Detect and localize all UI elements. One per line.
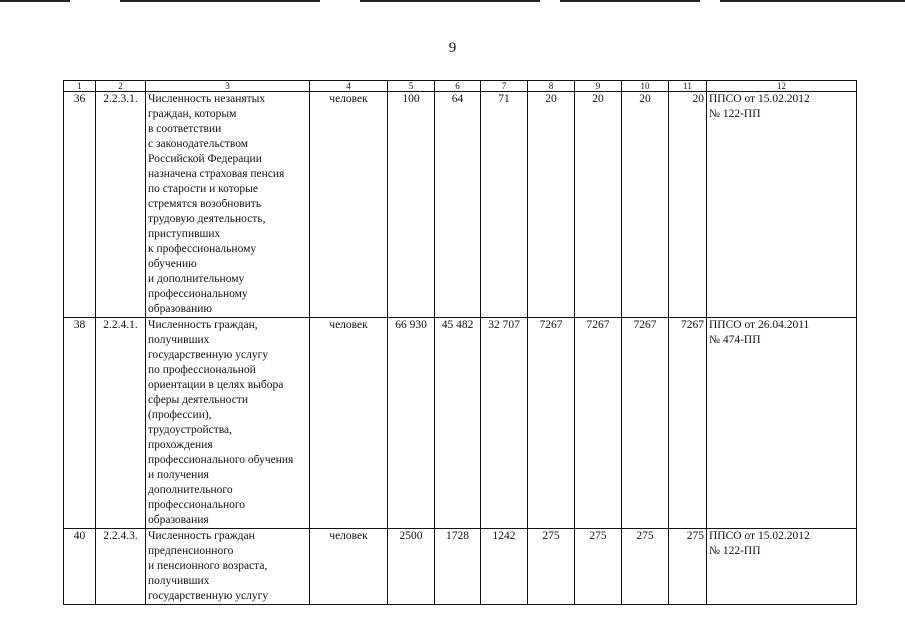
- scan-edge-line: [720, 0, 905, 2]
- description-line: по старости и которые: [148, 183, 258, 195]
- description-line: прохождения: [148, 439, 213, 451]
- column-number-row: [64, 81, 857, 92]
- value-cell: 64: [435, 92, 481, 318]
- scan-edge-line: [560, 0, 700, 2]
- description-line: приступивших: [148, 228, 221, 240]
- description-line: и получения: [148, 469, 209, 481]
- value-cell: 20: [622, 92, 669, 318]
- value-cell: 45 482: [435, 318, 481, 529]
- indicator-table: [63, 80, 857, 605]
- description-line: предпенсионного: [148, 545, 234, 557]
- indicator-description-cell: [146, 318, 310, 529]
- indicator-code-cell: 2.2.4.3.: [96, 529, 146, 605]
- column-number: 12: [707, 81, 857, 92]
- scan-edge-line: [120, 0, 320, 2]
- column-number: 11: [669, 81, 707, 92]
- column-number: 7: [481, 81, 528, 92]
- value-cell: 20: [528, 92, 575, 318]
- description-line: образования: [148, 514, 209, 526]
- value-cell: 2500: [388, 529, 435, 605]
- value-cell: 66 930: [388, 318, 435, 529]
- value-cell: 7267: [575, 318, 622, 529]
- column-number: 8: [528, 81, 575, 92]
- column-number: 6: [435, 81, 481, 92]
- scan-edge-line: [0, 0, 70, 2]
- page-number: 9: [448, 40, 457, 56]
- indicator-code-cell: 2.2.3.1.: [96, 92, 146, 318]
- table-row: [64, 529, 857, 605]
- description-line: дополнительного: [148, 484, 233, 496]
- description-line: ориентации в целях выбора: [148, 379, 284, 391]
- description-line: по профессиональной: [148, 364, 256, 376]
- value-cell: 20: [669, 92, 707, 318]
- scan-edge-line: [360, 0, 540, 2]
- description-line: профессионального: [148, 499, 246, 511]
- value-cell: 275: [669, 529, 707, 605]
- column-number: 2: [96, 81, 146, 92]
- column-number: 4: [310, 81, 388, 92]
- description-line: в соответствии: [148, 123, 222, 135]
- description-line: трудовую деятельность,: [148, 213, 266, 225]
- description-line: сферы деятельности: [148, 394, 248, 406]
- description-line: Численность граждан: [148, 530, 255, 542]
- value-cell: 1728: [435, 529, 481, 605]
- row-number-cell: 36: [64, 92, 96, 318]
- value-cell: 275: [528, 529, 575, 605]
- description-line: назначена страховая пенсия: [148, 168, 285, 180]
- unit-cell: человек: [310, 92, 388, 318]
- description-line: получивших: [148, 575, 210, 587]
- column-number: 9: [575, 81, 622, 92]
- description-line: с законодательством: [148, 138, 249, 150]
- description-line: профессионального обучения: [148, 454, 294, 466]
- table-row: [64, 92, 857, 318]
- column-number: 3: [146, 81, 310, 92]
- value-cell: 7267: [669, 318, 707, 529]
- unit-cell: человек: [310, 529, 388, 605]
- legal-basis-cell: ППСО от 26.04.2011 № 474-ПП: [707, 318, 857, 529]
- description-line: и пенсионного возраста,: [148, 560, 268, 572]
- description-line: (профессии),: [148, 409, 212, 421]
- unit-cell: человек: [310, 318, 388, 529]
- description-line: к профессиональному: [148, 243, 257, 255]
- indicator-description-cell: [146, 529, 310, 605]
- description-line: трудоустройства,: [148, 424, 233, 436]
- description-line: Численность незанятых: [148, 93, 266, 105]
- table-row: [64, 318, 857, 529]
- value-cell: 100: [388, 92, 435, 318]
- value-cell: 275: [575, 529, 622, 605]
- description-line: получивших: [148, 334, 210, 346]
- description-line: Численность граждан,: [148, 319, 258, 331]
- value-cell: 1242: [481, 529, 528, 605]
- column-number: 10: [622, 81, 669, 92]
- description-line: образованию: [148, 303, 212, 315]
- value-cell: 20: [575, 92, 622, 318]
- value-cell: 275: [622, 529, 669, 605]
- description-line: государственную услугу: [148, 349, 269, 361]
- description-line: Российской Федерации: [148, 153, 262, 165]
- value-cell: 7267: [528, 318, 575, 529]
- description-line: профессиональному: [148, 288, 248, 300]
- description-line: обучению: [148, 258, 197, 270]
- description-line: граждан, которым: [148, 108, 237, 120]
- row-number-cell: 40: [64, 529, 96, 605]
- indicator-code-cell: 2.2.4.1.: [96, 318, 146, 529]
- legal-basis-cell: ППСО от 15.02.2012 № 122-ПП: [707, 529, 857, 605]
- indicator-description-cell: [146, 92, 310, 318]
- legal-basis-cell: ППСО от 15.02.2012 № 122-ПП: [707, 92, 857, 318]
- value-cell: 32 707: [481, 318, 528, 529]
- value-cell: 71: [481, 92, 528, 318]
- column-number: 5: [388, 81, 435, 92]
- value-cell: 7267: [622, 318, 669, 529]
- description-line: и дополнительному: [148, 273, 245, 285]
- row-number-cell: 38: [64, 318, 96, 529]
- column-number: 1: [64, 81, 96, 92]
- description-line: государственную услугу: [148, 590, 269, 602]
- description-line: стремятся возобновить: [148, 198, 262, 210]
